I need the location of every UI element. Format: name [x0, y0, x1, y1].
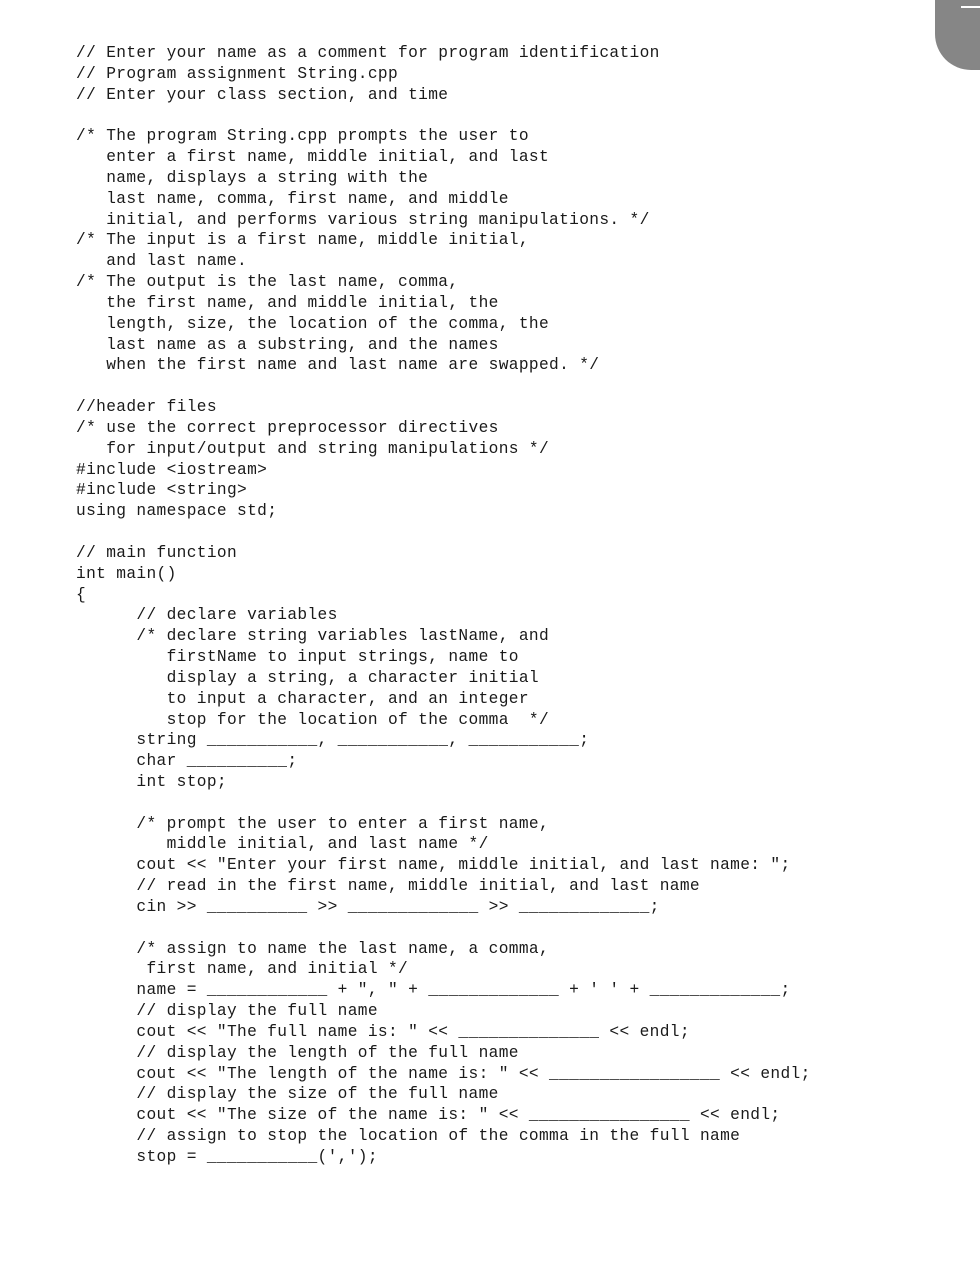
code-line: /* The output is the last name, comma,	[76, 273, 459, 292]
code-line: char __________;	[76, 752, 298, 771]
code-line: //header files	[76, 398, 217, 417]
tab-marker	[961, 6, 980, 8]
code-line: {	[76, 585, 87, 604]
code-line: cout << "Enter your first name, middle initial, and last name: ";	[76, 856, 791, 875]
code-line: /* declare string variables lastName, and	[76, 627, 550, 646]
code-line: /* assign to name the last name, a comma,	[76, 939, 550, 958]
code-line: // Enter your class section, and time	[76, 85, 449, 104]
code-line: the first name, and middle initial, the	[76, 293, 499, 312]
code-line: firstName to input strings, name to	[76, 648, 519, 667]
code-line: stop = ___________(',');	[76, 1147, 378, 1166]
code-line: /* The program String.cpp prompts the user to	[76, 127, 529, 146]
code-line: // main function	[76, 543, 238, 562]
code-line	[76, 376, 956, 397]
code-line: // Enter your name as a comment for program identification	[76, 44, 660, 62]
code-line: /* use the correct preprocessor directives	[76, 418, 499, 437]
code-line: initial, and performs various string manipulations. */	[76, 210, 650, 229]
code-line: // declare variables	[76, 606, 338, 625]
code-line	[76, 105, 956, 126]
code-line: string ___________, ___________, ___________;	[76, 731, 590, 750]
code-line: /* prompt the user to enter a first name,	[76, 814, 550, 833]
code-line: #include <iostream>	[76, 460, 268, 479]
code-line: cout << "The size of the name is: " << ________________ << endl;	[76, 1106, 781, 1125]
code-line: // assign to stop the location of the comma in the full name	[76, 1127, 741, 1146]
code-line: last name, comma, first name, and middle	[76, 189, 509, 208]
code-line	[76, 793, 956, 814]
code-line: to input a character, and an integer	[76, 689, 529, 708]
code-line: // Program assignment String.cpp	[76, 64, 399, 83]
code-line	[76, 522, 956, 543]
code-line: display a string, a character initial	[76, 668, 539, 687]
code-line: cout << "The full name is: " << ______________ << endl;	[76, 1022, 690, 1041]
code-line: stop for the location of the comma */	[76, 710, 550, 729]
code-line: // display the length of the full name	[76, 1043, 519, 1062]
code-line: length, size, the location of the comma, the	[76, 314, 550, 333]
code-line: cout << "The length of the name is: " << _________________ << endl;	[76, 1064, 811, 1083]
code-line: name = ____________ + ", " + _____________ + ' ' + _____________;	[76, 981, 791, 1000]
code-line: int main()	[76, 564, 177, 583]
code-line: first name, and initial */	[76, 960, 409, 979]
code-line: for input/output and string manipulations */	[76, 439, 550, 458]
code-line	[76, 918, 956, 939]
code-line: /* The input is a first name, middle initial,	[76, 231, 529, 250]
code-line: when the first name and last name are swapped. */	[76, 356, 600, 375]
code-line: using namespace std;	[76, 502, 278, 521]
code-document	[76, 43, 956, 1168]
code-line: #include <string>	[76, 481, 248, 500]
code-line: // display the size of the full name	[76, 1085, 499, 1104]
code-line: // display the full name	[76, 1002, 378, 1021]
code-line: name, displays a string with the	[76, 168, 429, 187]
code-line: enter a first name, middle initial, and last	[76, 148, 550, 167]
code-line: last name as a substring, and the names	[76, 335, 499, 354]
code-line: int stop;	[76, 772, 227, 791]
code-line: // read in the first name, middle initial, and last name	[76, 877, 700, 896]
code-line: middle initial, and last name */	[76, 835, 489, 854]
code-line: cin >> __________ >> _____________ >> _____________;	[76, 897, 660, 916]
code-line: and last name.	[76, 252, 248, 271]
